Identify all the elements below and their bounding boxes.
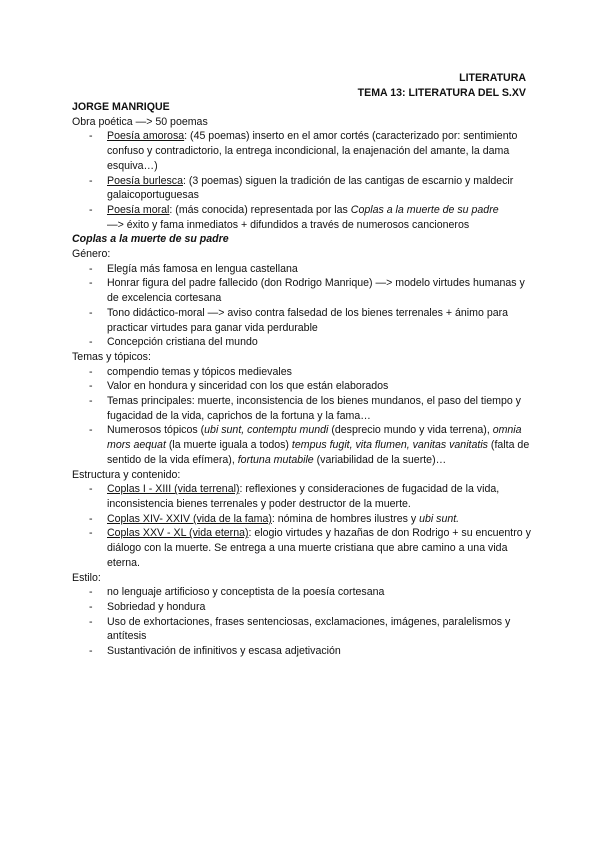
genero-list [72, 262, 532, 350]
list-item [72, 482, 532, 511]
list-item: - Temas principales: muerte, inconsistencia de los bienes mundanos, el paso del tiempo y fugacidad de la vida, caprichos de la fortuna y la fama… [72, 394, 532, 423]
topicos-italic: fortuna mutabile [237, 453, 314, 466]
topicos-text: (desprecio mundo y vida terrena), [328, 424, 493, 437]
item-term: Coplas I - XIII (vida terrenal) [107, 483, 240, 496]
item-text: : elogio virtudes y hazañas de don Rodrigo + su encuentro y diálogo con la muerte. Se entrega a una muerte cristiana que abre camino a una vida eterna. [107, 527, 531, 569]
list-item [72, 129, 532, 173]
topic-heading: TEMA 13: LITERATURA DEL S.XV [357, 87, 526, 99]
list-item: - compendio temas y tópicos medievales [72, 365, 532, 380]
coplas-title: Coplas a la muerte de su padre [72, 233, 229, 246]
list-item: - Honrar figura del padre fallecido (don Rodrigo Manrique) —> modelo virtudes humanas y de excelencia cortesana [72, 276, 532, 305]
document-body [72, 100, 532, 659]
list-item: - Valor en hondura y sinceridad con los que están elaborados [72, 379, 532, 394]
author-heading: JORGE MANRIQUE [72, 101, 170, 113]
item-term: Coplas XIV- XXIV (vida de la fama) [107, 512, 272, 525]
topicos-italic: tempus fugit, vita flumen, vanitas vanitatis [291, 439, 488, 452]
list-item [72, 174, 532, 203]
item-term: Poesía amorosa [107, 130, 185, 143]
item-term: Coplas XXV - XL (vida eterna) [107, 527, 249, 540]
item-text: —> éxito y fama inmediatos + difundidos a través de numerosos cancioneros [107, 218, 470, 231]
list-item: - Sustantivación de infinitivos y escasa adjetivación [72, 644, 532, 659]
list-item: - Concepción cristiana del mundo [72, 335, 532, 350]
list-item: - Uso de exhortaciones, frases sentenciosas, exclamaciones, imágenes, paralelismos y antítesis [72, 615, 532, 644]
item-text: : (45 poemas) inserto en el amor cortés (caracterizado por: sentimiento confuso y contradictorio, la entrega incondicional, la enajenación del amante, la dama esquiva…) [107, 130, 518, 172]
temas-list [72, 365, 532, 468]
item-italic: ubi sunt. [419, 512, 460, 525]
list-item [72, 526, 532, 570]
item-text: : nómina de hombres ilustres y [271, 512, 420, 525]
topicos-text: (la muerte iguala a todos) [165, 439, 292, 452]
subject-heading: LITERATURA [459, 72, 526, 84]
topicos-text: Numerosos tópicos ( [107, 424, 205, 437]
obra-line: Obra poética —> 50 poemas [72, 115, 208, 128]
list-item [72, 423, 532, 467]
genero-label: Género: [72, 248, 111, 261]
list-item [72, 203, 532, 232]
list-item: - Tono didáctico-moral —> aviso contra falsedad de los bienes terrenales + ánimo para practicar virtudes para ganar vida perdurable [72, 306, 532, 335]
list-item: - no lenguaje artificioso y conceptista de la poesía cortesana [72, 585, 532, 600]
item-text: : (3 poemas) siguen la tradición de las cantigas de escarnio y maldecir galaicoportuguesas [107, 174, 514, 202]
estilo-list [72, 585, 532, 659]
item-italic: Coplas a la muerte de su padre [350, 203, 499, 216]
estructura-label: Estructura y contenido: [72, 468, 181, 481]
topicos-italic: ubi sunt, contemptu mundi [204, 424, 329, 437]
topicos-text: (variabilidad de la suerte)… [313, 453, 447, 466]
item-term: Poesía burlesca [107, 174, 183, 187]
topicos-italic: omnia mors aequat [107, 424, 522, 452]
estructura-list [72, 482, 532, 570]
item-text: : reflexiones y consideraciones de fugacidad de la vida, inconsistencia bienes terrenales y poder destructor de la muerte. [107, 483, 500, 510]
temas-label: Temas y tópicos: [72, 350, 151, 363]
estilo-label: Estilo: [72, 571, 101, 584]
item-term: Poesía moral [107, 203, 170, 216]
list-item [72, 512, 532, 527]
item-text: : (más conocida) representada por las [169, 203, 351, 216]
topicos-text: (falta de sentido de la vida efímera), [107, 439, 530, 466]
list-item: - Elegía más famosa en lengua castellana [72, 262, 532, 277]
list-item: - Sobriedad y hondura [72, 600, 532, 615]
poetry-list [72, 129, 532, 232]
